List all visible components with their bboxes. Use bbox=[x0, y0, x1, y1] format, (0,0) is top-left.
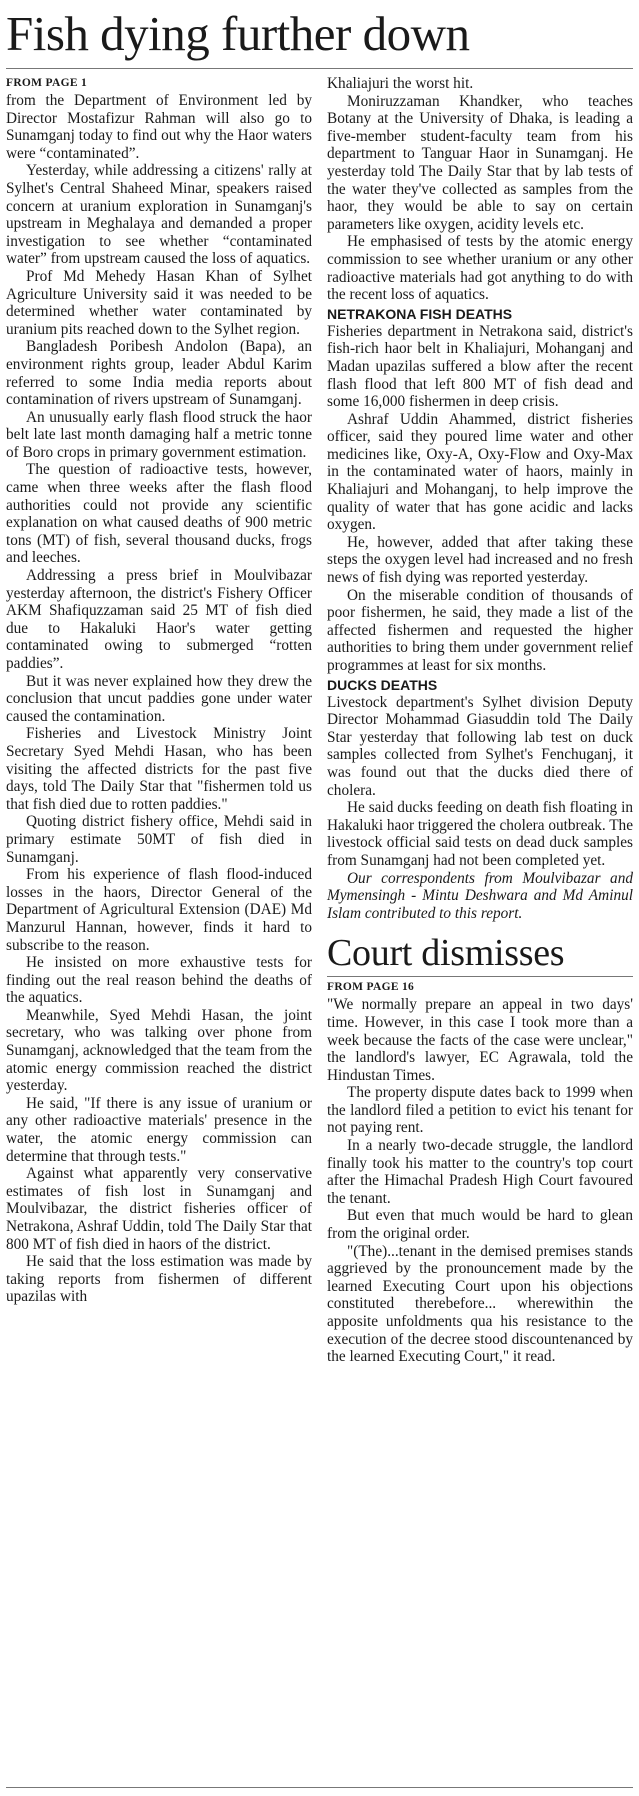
body-paragraph: He said ducks feeding on death fish floating in Hakaluki haor triggered the cholera outbreak. The livestock official said tests on dead duck samples from Sunamganj had not been completed yet. bbox=[327, 799, 633, 869]
body-paragraph: Bangladesh Poribesh Andolon (Bapa), an environment rights group, leader Abdul Karim referred to some India media reports about contamination of rivers upstream of Sunamganj. bbox=[6, 338, 312, 409]
subhead-ducks: DUCKS DEATHS bbox=[327, 676, 438, 693]
body-paragraph: Quoting district fishery office, Mehdi said in primary estimate 50MT of fish died in Sunamganj. bbox=[6, 813, 312, 866]
body-paragraph: from the Department of Environment led by Director Mostafizur Rahman will also go to Sunamganj today to find out why the Haor waters were “contaminated”. bbox=[6, 92, 312, 162]
body-paragraph: He emphasised of tests by the atomic energy commission to see whether uranium or any other radioactive materials had got anything to do with the recent loss of aquatics. bbox=[327, 233, 633, 304]
body-paragraph: Yesterday, while addressing a citizens' rally at Sylhet's Central Shaheed Minar, speakers raised concern at uranium exploration in Sunamganj's upstream in Meghalaya and demanded a proper investigation to see whether “contaminated water” from upstream caused the loss of aquatics. bbox=[6, 162, 312, 268]
headline-rule bbox=[6, 68, 633, 69]
body-paragraph: He insisted on more exhaustive tests for finding out the real reason behind the deaths of the aquatics. bbox=[6, 954, 312, 1007]
body-paragraph: Moniruzzaman Khandker, who teaches Botany at the University of Dhaka, is leading a five-member student-faculty team from his department to Tanguar Haor in Sunamganj. He yesterday told The Daily Star that by lab tests of the water they've collected as samples from the haor, they would be able to say on certain parameters like oxygen, acidity levels etc. bbox=[327, 92, 633, 233]
body-paragraph: "We normally prepare an appeal in two days' time. However, in this case I took more than a week because the facts of the case were unclear," the landlord's lawyer, EC Agrawala, told the Hindustan Times. bbox=[327, 996, 633, 1084]
body-paragraph: The property dispute dates back to 1999 when the landlord filed a petition to evict his tenant for not paying rent. bbox=[327, 1084, 633, 1137]
body-paragraph: But it was never explained how they drew the conclusion that uncut paddies gone under water caused the contamination. bbox=[6, 672, 312, 725]
second-article-headline: Court dismisses bbox=[327, 932, 565, 975]
body-paragraph: The question of radioactive tests, however, came when three weeks after the flash flood authorities could not provide any scientific explanation on what caused deaths of 900 metric tons (MT) of fish, several thousand ducks, frogs and leeches. bbox=[6, 461, 312, 567]
body-paragraph: Fisheries and Livestock Ministry Joint Secretary Syed Mehdi Hasan, who has been visiting the affected districts for the past five days, told The Daily Star that "fishermen told us that fish died due to rotten paddies." bbox=[6, 725, 312, 813]
body-paragraph: "(The)...tenant in the demised premises stands aggrieved by the pronouncement made by the learned Executing Court upon his objections constituted therebefore... wherewithin the apposite unfoldments qua his resistance to the execution of the decree stood discountenanced by the learned Executing Court," it read. bbox=[327, 1242, 633, 1366]
body-paragraph: An unusually early flash flood struck the haor belt late last month damaging half a metric tonne of Boro crops in primary government estimation. bbox=[6, 408, 312, 461]
body-paragraph: On the miserable condition of thousands of poor fishermen, he said, they made a list of the affected fishermen and requested the higher authorities to bring them under government relief programmes at least for six months. bbox=[327, 586, 633, 674]
body-paragraph: In a nearly two-decade struggle, the landlord finally took his matter to the country's top court after the Himachal Pradesh High Court favoured the tenant. bbox=[327, 1137, 633, 1207]
continuation-kicker: FROM PAGE 1 bbox=[6, 77, 88, 89]
body-paragraph: Against what apparently very conservative estimates of fish lost in Sunamganj and Moulvibazar, the district fisheries officer of Netrakona, Ashraf Uddin, told The Daily Star that 800 MT of fish died in haors of the district. bbox=[6, 1165, 313, 1253]
body-paragraph: Livestock department's Sylhet division Deputy Director Mohammad Giasuddin told The Daily Star yesterday that following lab test on duck samples collected from Sylhet's Fenchuganj, it was found out that the ducks died there of cholera. bbox=[327, 693, 633, 799]
article-columns bbox=[6, 75, 633, 1366]
right-column bbox=[327, 75, 633, 1366]
body-paragraph: Fisheries department in Netrakona said, district's fish-rich haor belt in Khaliajuri, Mohanganj and Madan upazilas suffered a blow after the recent flash flood that left 800 MT of fish dead and some 16,000 fishermen in deep crisis. bbox=[327, 322, 633, 411]
second-continuation-kicker: FROM PAGE 16 bbox=[327, 981, 415, 994]
body-paragraph: From his experience of flash flood-induced losses in the haors, Director General of the Department of Agricultural Extension (DAE) Md Manzurul Hannan, however, finds it hard to subscribe to the reason. bbox=[6, 866, 312, 954]
contributor-credit: Our correspondents from Moulvibazar and Mymensingh - Mintu Deshwara and Md Aminul Islam contributed to this report. bbox=[327, 869, 633, 922]
left-column bbox=[6, 75, 312, 1366]
body-paragraph: Khaliajuri the worst hit. bbox=[327, 75, 474, 92]
body-paragraph: Ashraf Uddin Ahammed, district fisheries officer, said they poured lime water and other medicines like, Oxy-A, Oxy-Flow and Oxy-Max in the contaminated water of haors, mainly in Khaliajuri and Mohanganj, to help improve the quality of water that has gone acidic and lacks oxygen. bbox=[327, 410, 633, 534]
subhead-netrakona: NETRAKONA FISH DEATHS bbox=[327, 305, 513, 322]
bottom-rule bbox=[6, 1787, 633, 1788]
body-paragraph: But even that much would be hard to glean from the original order. bbox=[327, 1207, 633, 1243]
article-headline: Fish dying further down bbox=[6, 6, 470, 61]
body-paragraph: Meanwhile, Syed Mehdi Hasan, the joint secretary, who was talking over phone from Sunamganj, acknowledged that the team from the atomic energy commission reached the district yesterday. bbox=[6, 1006, 312, 1095]
body-paragraph: Prof Md Mehedy Hasan Khan of Sylhet Agriculture University said it was needed to be determined whether water contaminated by uranium pits reached down to the Sylhet region. bbox=[6, 267, 312, 338]
second-headline-rule bbox=[327, 976, 633, 977]
body-paragraph: He, however, added that after taking these steps the oxygen level had increased and no fresh news of fish dying was reported yesterday. bbox=[327, 533, 633, 587]
body-paragraph: He said, "If there is any issue of uranium or any other radioactive materials' presence in the water, the atomic energy commission can determine that through tests." bbox=[6, 1094, 312, 1165]
body-paragraph: He said that the loss estimation was made by taking reports from fishermen of different upazilas with bbox=[6, 1253, 312, 1306]
body-paragraph: Addressing a press brief in Moulvibazar yesterday afternoon, the district's Fishery Officer AKM Shafiquzzaman said 25 MT of fish died due to Hakaluki Haor's water getting contaminated owing to submerged “rotten paddies”. bbox=[6, 567, 312, 672]
